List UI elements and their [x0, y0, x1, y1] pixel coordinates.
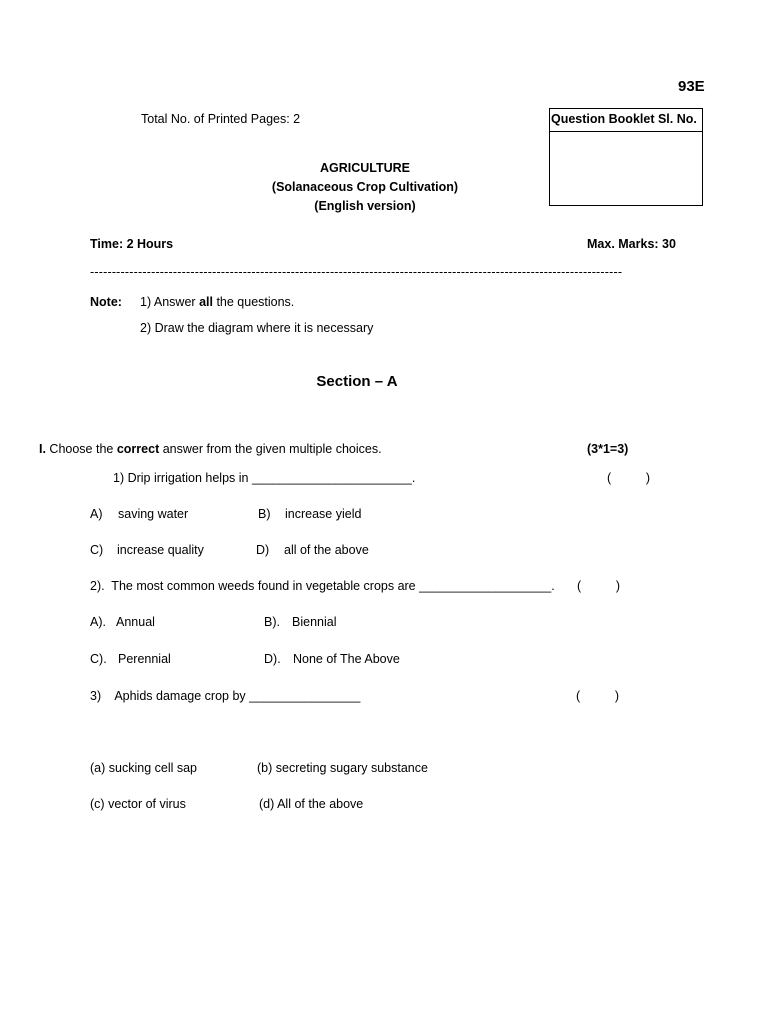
option-item [90, 796, 186, 812]
option-key: (b) [257, 761, 273, 775]
question-3-answer-bracket: ( ) [576, 689, 620, 703]
question-booklet-box [549, 108, 703, 206]
section-title: Section – A [316, 373, 398, 390]
option-text: Biennial [292, 615, 337, 629]
note-line-2: 2) Draw the diagram where it is necessary [140, 321, 374, 335]
option-text: secreting sugary substance [275, 761, 428, 775]
subject-title: AGRICULTURE [319, 161, 411, 175]
option-key: C) [90, 543, 104, 557]
instruction-line [39, 441, 382, 457]
question-1-answer-bracket: ( ) [607, 471, 651, 485]
option-text: None of The Above [293, 652, 400, 666]
option-text: saving water [118, 507, 189, 521]
note-line-1 [140, 294, 294, 310]
option-text: increase yield [285, 507, 362, 521]
option-key: B). [264, 615, 280, 629]
paper-code: 93E [678, 78, 705, 95]
option-item [259, 796, 363, 812]
instruction-emphasis: correct [116, 442, 160, 456]
option-text: All of the above [277, 797, 364, 811]
question-2-text: 2). The most common weeds found in vegetable crops are ___________________. [90, 579, 555, 593]
option-key: (a) [90, 761, 106, 775]
note-line-1-emphasis: all [199, 295, 213, 309]
option-key: A) [90, 507, 103, 521]
note-line-1-text: 1) Answer [140, 295, 200, 309]
option-key: (c) [90, 797, 105, 811]
max-marks-label: Max. Marks: 30 [587, 237, 676, 251]
version-title: (English version) [314, 199, 416, 213]
note-label: Note: [90, 295, 122, 309]
option-key: A). [90, 615, 106, 629]
printed-pages: Total No. of Printed Pages: 2 [141, 112, 301, 126]
instruction-number: I. [39, 442, 46, 456]
divider-line: -------------------------------------------------------------------------------------------------------------------------- [90, 265, 623, 279]
time-label: Time: 2 Hours [90, 237, 174, 251]
option-text: increase quality [117, 543, 204, 557]
option-key: C). [90, 652, 107, 666]
instruction-rest: answer from the given multiple choices. [159, 442, 382, 456]
option-item [90, 760, 197, 776]
instruction-marks: (3*1=3) [587, 442, 629, 456]
option-text: sucking cell sap [108, 761, 198, 775]
option-text: Perennial [118, 652, 171, 666]
question-1-text: 1) Drip irrigation helps in _______________________. [113, 471, 416, 485]
option-item [257, 760, 428, 776]
option-text: Annual [116, 615, 155, 629]
option-key: B) [258, 507, 271, 521]
option-key: D) [256, 543, 270, 557]
option-text: all of the above [284, 543, 369, 557]
question-2-answer-bracket: ( ) [577, 579, 621, 593]
question-3-text: 3) Aphids damage crop by ________________ [90, 689, 361, 703]
option-key: (d) [259, 797, 275, 811]
option-key: D). [264, 652, 281, 666]
topic-title: (Solanaceous Crop Cultivation) [271, 180, 459, 194]
instruction-text: Choose the [45, 442, 117, 456]
note-line-1-rest: the questions. [212, 295, 295, 309]
booklet-label: Question Booklet Sl. No. [550, 109, 702, 132]
option-text: vector of virus [108, 797, 186, 811]
